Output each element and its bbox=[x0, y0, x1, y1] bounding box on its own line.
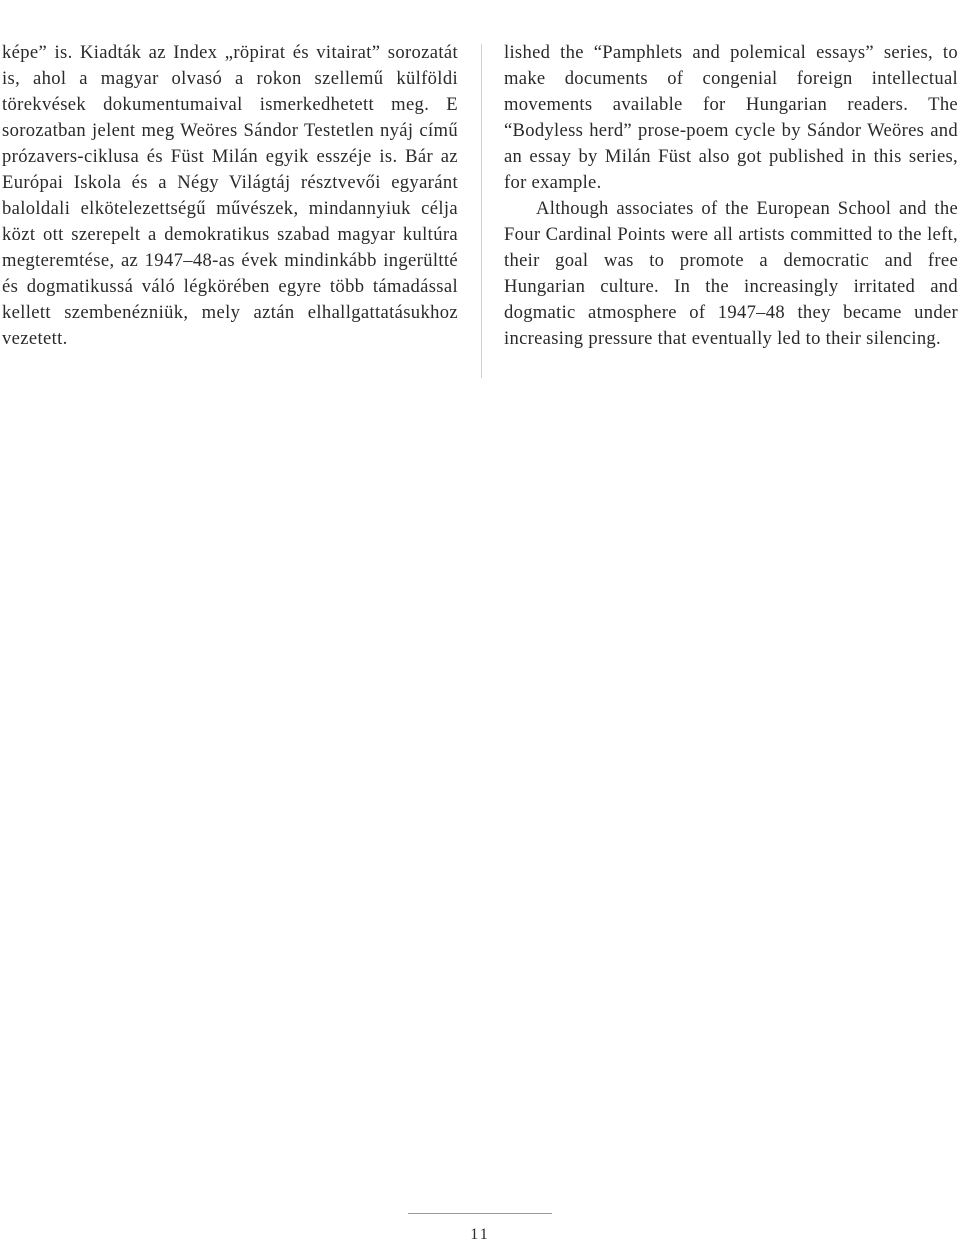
english-paragraph-1: lished the “Pamphlets and polemical essays” series, to make documents of congenial foreign intellectual movements available for Hungarian readers. The “Bodyless herd” prose-poem cycle by Sándor Weöres and an essay by Milán Füst also got published in this series, for example. bbox=[504, 42, 958, 193]
english-text-column bbox=[504, 40, 958, 352]
footer-rule bbox=[408, 1213, 552, 1214]
column-divider bbox=[481, 44, 482, 378]
page-number: 11 bbox=[470, 1226, 490, 1243]
english-paragraph-2: Although associates of the European School and the Four Cardinal Points were all artists committed to the left, their goal was to promote a democratic and free Hungarian culture. In the increasingly irritated and dogmatic atmosphere of 1947–48 they became under increasing pressure that eventually led to their silencing. bbox=[504, 198, 958, 349]
hungarian-text-column bbox=[2, 40, 458, 352]
hungarian-paragraph: képe” is. Kiadták az Index „röpirat és vitairat” sorozatát is, ahol a magyar olvasó a rokon szellemű külföldi törekvések dokumentumaival ismerkedhetett meg. E sorozatban jelent meg Weöres Sándor Testetlen nyáj című prózavers-ciklusa és Füst Milán egyik esszéje is. Bár az Európai Iskola és a Négy Világtáj résztvevői egyaránt baloldali elkötelezettségű művészek, mindannyiuk célja közt ott szerepelt a demokratikus szabad magyar kultúra megteremtése, az 1947–48-as évek mindinkább ingerültté és dogmatikussá váló légkörében egyre több támadással kellett szembenézniük, mely aztán elhallgattatásukhoz vezetett. bbox=[2, 42, 458, 349]
